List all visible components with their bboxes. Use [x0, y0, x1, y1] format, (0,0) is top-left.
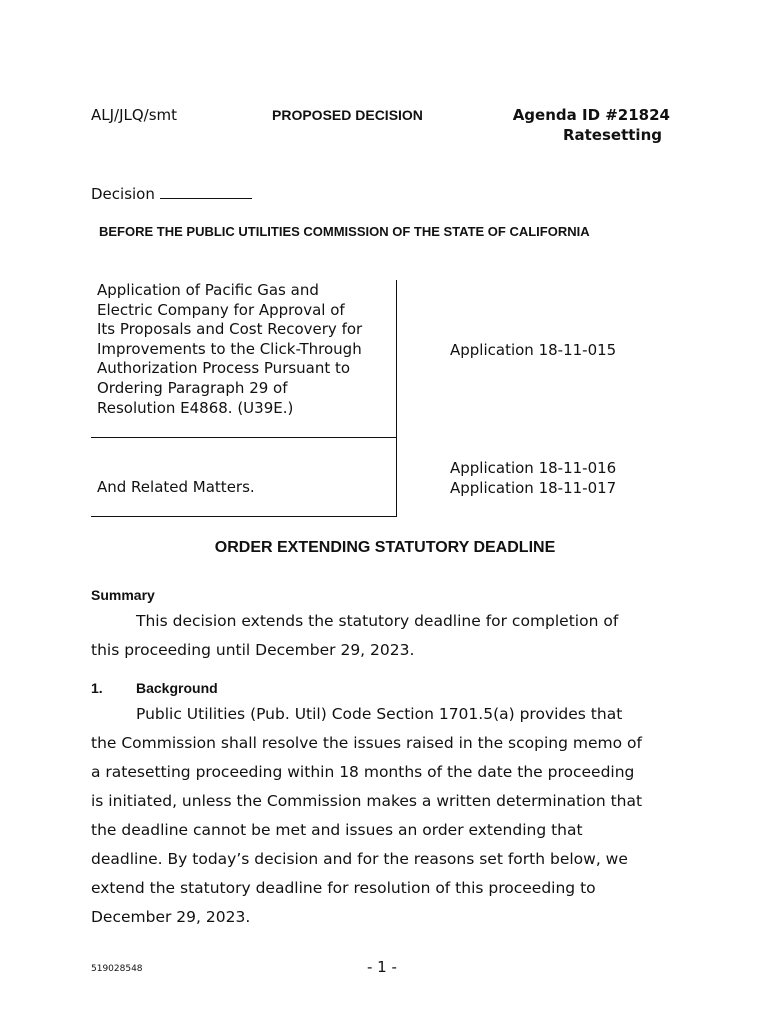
- caption-line: Authorization Process Pursuant to: [97, 359, 351, 378]
- related-application: Application 18-11-016: [450, 459, 617, 477]
- paragraph-line: deadline. By today’s decision and for the reasons set forth below, we: [91, 850, 628, 868]
- caption-line: Ordering Paragraph 29 of: [97, 378, 288, 397]
- page-number: - 1 -: [367, 958, 397, 976]
- caption-divider: [91, 437, 397, 438]
- order-title: ORDER EXTENDING STATUTORY DEADLINE: [214, 539, 556, 556]
- related-matters: And Related Matters.: [97, 478, 255, 496]
- caption-line: Application of Pacific Gas and: [97, 281, 319, 299]
- summary-paragraph: [91, 607, 691, 665]
- decision-line: [91, 184, 252, 203]
- caption-application-text: [97, 281, 395, 418]
- decision-blank: [160, 184, 252, 199]
- decision-label: Decision: [91, 185, 155, 203]
- caption-line: Its Proposals and Cost Recovery for: [97, 320, 363, 339]
- paragraph-line: Public Utilities (Pub. Util) Code Section 1701.5(a) provides that: [136, 705, 623, 723]
- caption-bottom-rule: [91, 516, 397, 517]
- application-number: Application 18-11-015: [450, 341, 617, 359]
- caption-line: Electric Company for Approval of: [97, 300, 345, 319]
- paragraph-line: the deadline cannot be met and issues an order extending that: [91, 821, 583, 839]
- paragraph-line: extend the statutory deadline for resolution of this proceeding to: [91, 879, 596, 897]
- section-number: 1.: [91, 680, 103, 696]
- background-paragraph: [91, 700, 691, 932]
- document-number: 519028548: [91, 964, 143, 974]
- agenda-id: Agenda ID #21824: [512, 106, 670, 124]
- background-heading: [91, 680, 218, 696]
- paragraph-line: December 29, 2023.: [91, 908, 251, 926]
- commission-heading: BEFORE THE PUBLIC UTILITIES COMMISSION OF THE STATE OF CALIFORNIA: [99, 224, 590, 239]
- summary-heading: Summary: [91, 587, 155, 603]
- proceeding-type: Ratesetting: [562, 126, 662, 144]
- paragraph-line: this proceeding until December 29, 2023.: [91, 641, 415, 659]
- header-initials: ALJ/JLQ/smt: [91, 106, 178, 124]
- related-application: Application 18-11-017: [450, 479, 617, 497]
- paragraph-line: is initiated, unless the Commission makes a written determination that: [91, 792, 643, 810]
- related-application-numbers: [450, 458, 616, 498]
- caption-line: Resolution E4868. (U39E.): [97, 398, 294, 417]
- header-agenda-block: [420, 105, 670, 145]
- paragraph-line: a ratesetting proceeding within 18 months of the date the proceeding: [91, 763, 635, 781]
- caption-line: Improvements to the Click-Through: [97, 339, 362, 358]
- header-status: PROPOSED DECISION: [272, 107, 423, 123]
- paragraph-line: the Commission shall resolve the issues raised in the scoping memo of: [91, 734, 642, 752]
- caption-vertical-rule: [396, 280, 397, 517]
- section-title: Background: [136, 680, 218, 696]
- paragraph-line: This decision extends the statutory deadline for completion of: [136, 612, 619, 630]
